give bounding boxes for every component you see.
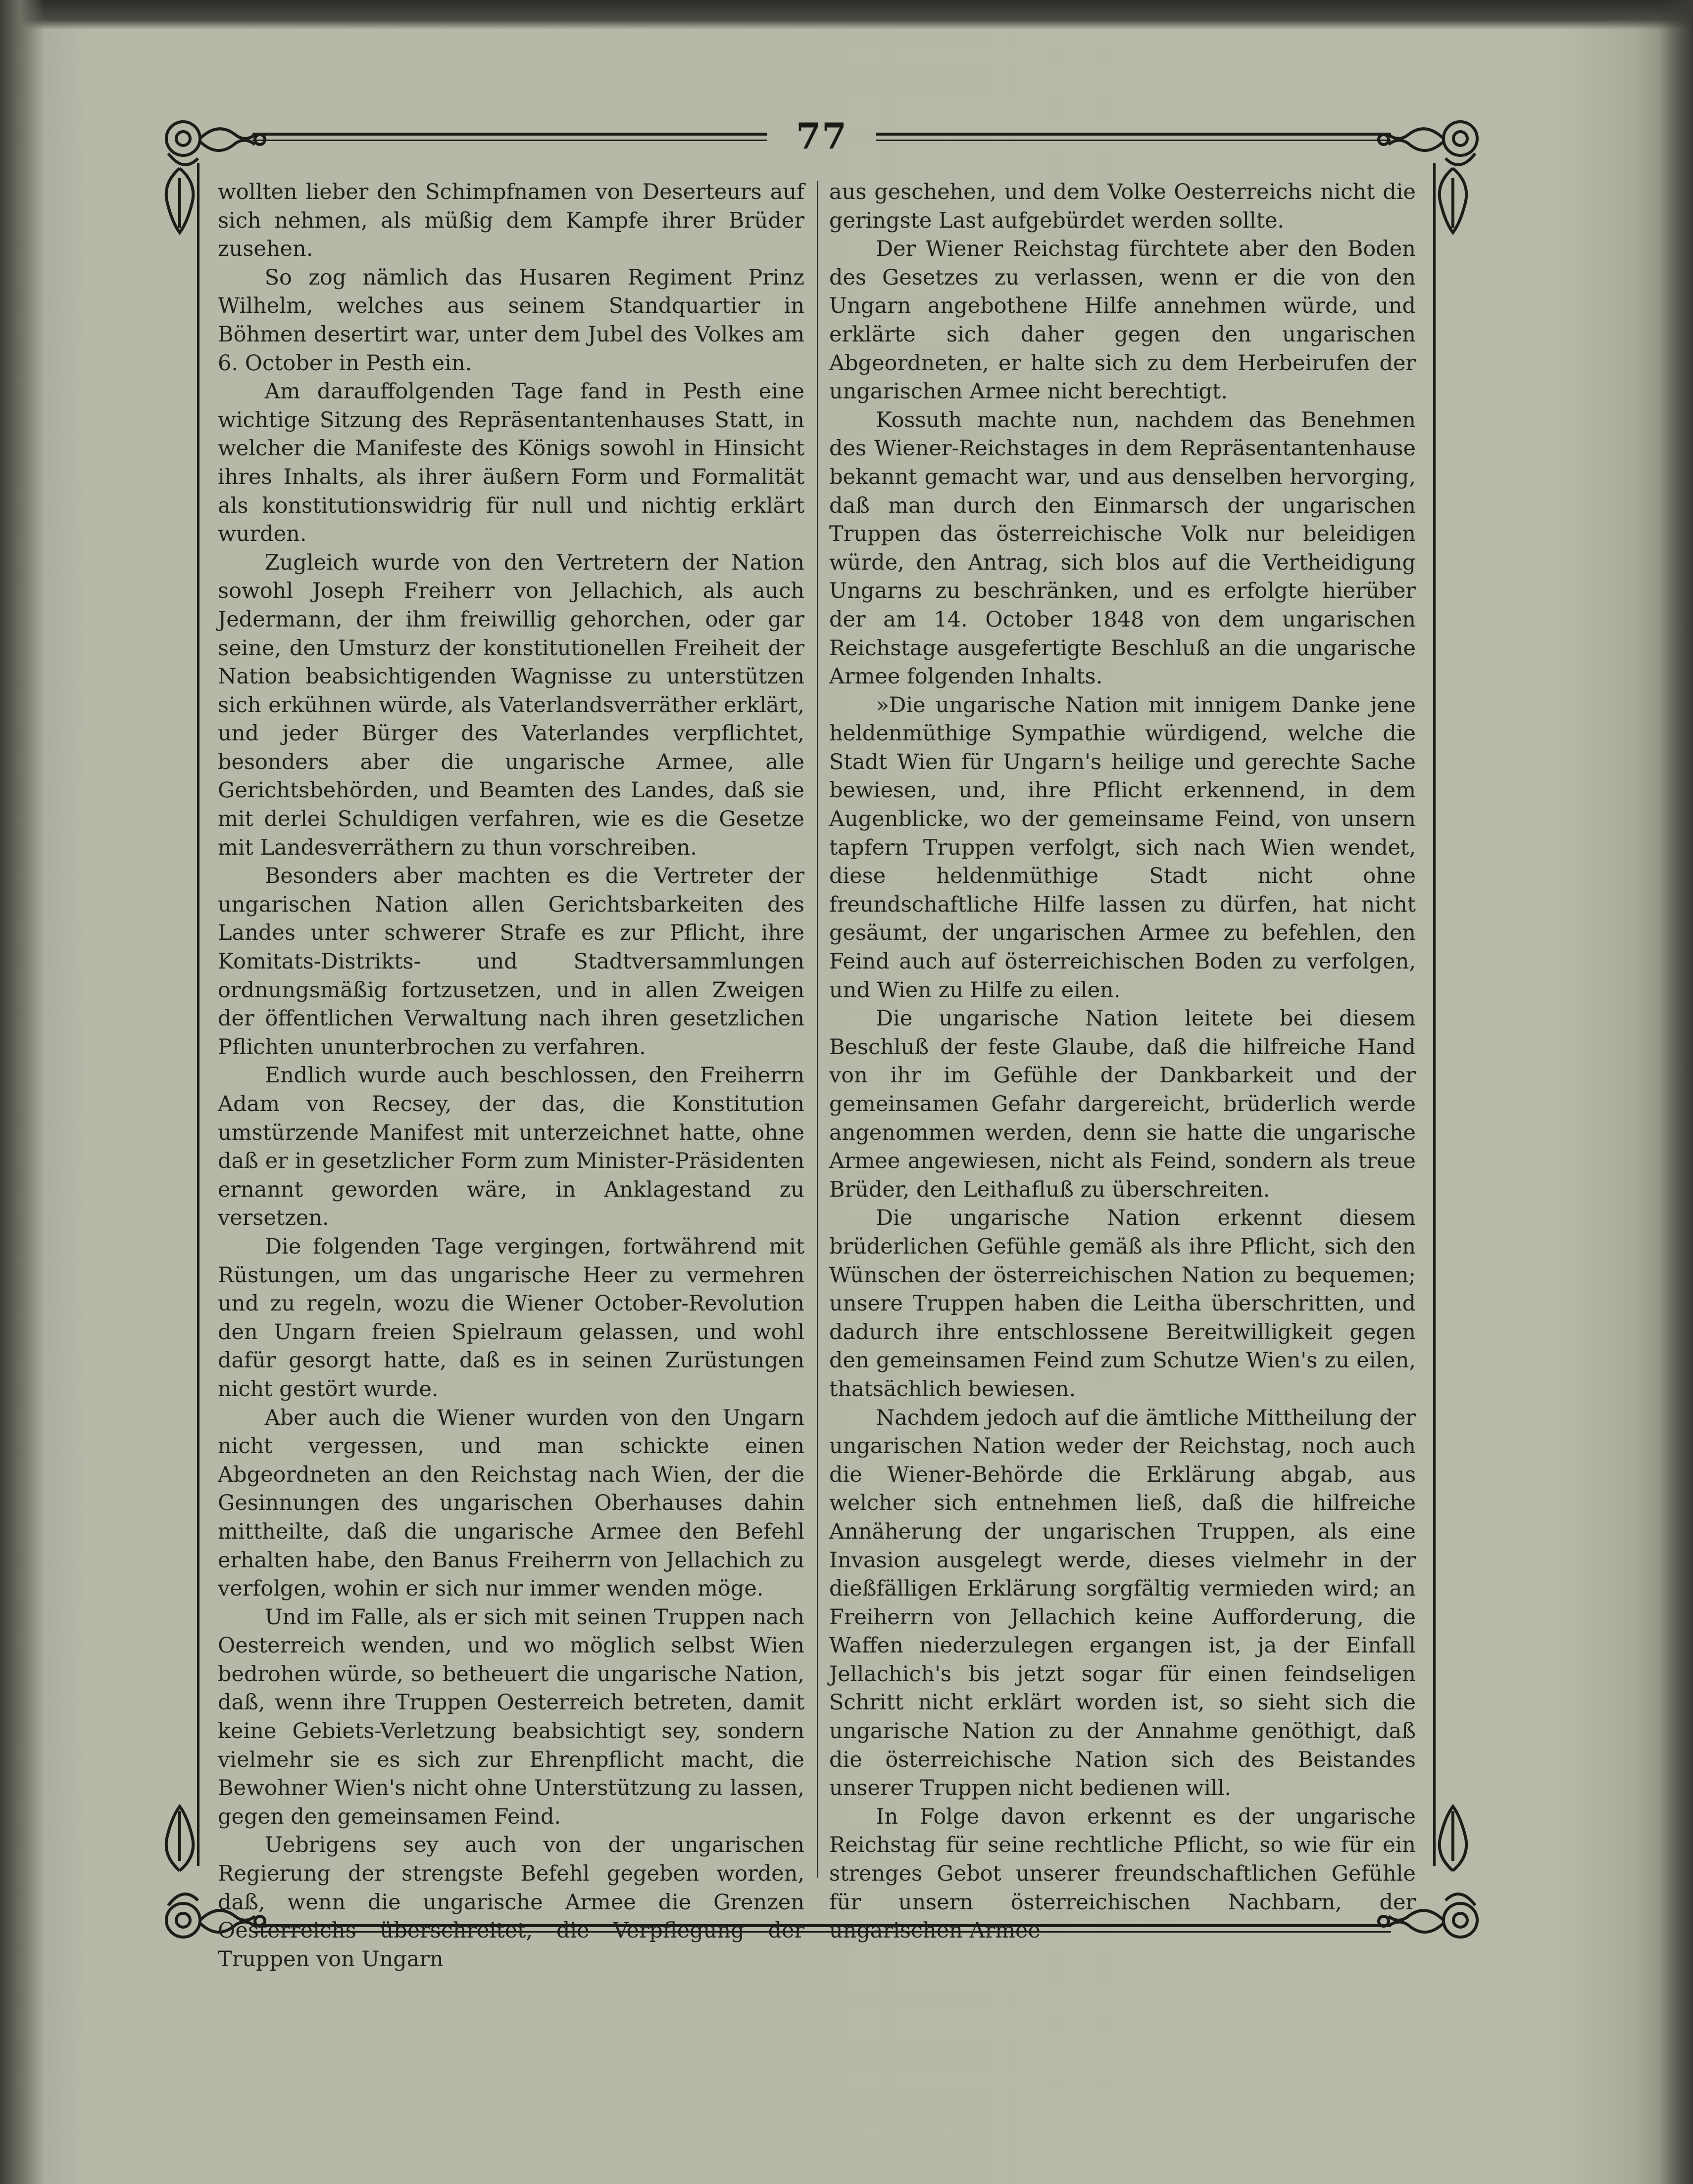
left-column <box>218 178 804 1974</box>
frame-left <box>197 163 199 1866</box>
column-divider <box>817 181 818 1878</box>
paragraph: Besonders aber machten es die Vertreter der ungarischen Nation allen Gerichtsbarkeiten des Landes unter schwerer Strafe es zur Pflicht, ihre Komitats-Distrikts- und Stadtversammlungen ordnungsmäßig fortzusetzen, und in allen Zweigen der öffentlichen Verwaltung nach ihren gesetzlichen Pflichten ununterbrochen zu verfahren. <box>218 864 804 1060</box>
paragraph: Nachdem jedoch auf die ämtliche Mittheilung der ungarischen Nation weder der Reichstag, noch auch die Wiener-Behörde die Erklärung abgab, aus welcher sich entnehmen ließ, daß die hilfreiche Annäherung der ungarischen Truppen, als eine Invasion ausgelegt werde, dieses vielmehr in der dießfälligen Erklärung sorgfältig vermieden wird; an Freiherrn von Jellachich keine Aufforderung, die Waffen niederzulegen ergangen ist, ja der Einfall Jellachich's bis jetzt sogar für einen feindseligen Schritt nicht erklärt worden ist, so sieht sich die ungarische Nation zu der Annahme genöthigt, daß die österreichische Nation sich des Beistandes unserer Truppen nicht bedienen will. <box>829 1405 1416 1801</box>
paragraph: Die ungarische Nation erkennt diesem brüderlichen Gefühle gemäß als ihre Pflicht, sich den Wünschen der österreichischen Nation zu bequemen; unsere Truppen haben die Leitha überschritten, und dadurch ihre entschlossene Bereitwilligkeit gegen den gemeinsamen Feind zum Schutze Wien's zu eilen, thatsächlich bewiesen. <box>829 1206 1416 1402</box>
paragraph: Zugleich wurde von den Vertretern der Nation sowohl Joseph Freiherr von Jellachich, als auch Jedermann, der ihm freiwillig gehorchen, oder gar seine, den Umsturz der konstitutionellen Freiheit der Nation beabsichtigenden Wagnisse zu unterstützen sich erkühnen würde, als Vaterlandsverräther erklärt, und jeder Bürger des Vaterlandes verpflichtet, besonders aber die ungarische Armee, alle Gerichtsbehörden, und Beamten des Landes, daß sie mit derlei Schuldigen verfahren, wie es die Gesetze mit Landesverräthern zu thun vorschreiben. <box>218 550 804 860</box>
lyre-ornament-icon <box>157 163 202 238</box>
frame-right <box>1433 163 1436 1866</box>
page-number: 77 <box>796 115 848 157</box>
paragraph: Und im Falle, als er sich mit seinen Truppen nach Oesterreich wenden, und wo möglich selbst Wien bedrohen würde, so betheuert die ungarische Nation, daß, wenn ihre Truppen Oesterreich betreten, damit keine Gebiets-Verletzung beabsichtigt sey, sondern vielmehr sie es sich zur Ehrenpflicht macht, die Bewohner Wien's nicht ohne Unterstützung zu lassen, gegen den gemeinsamen Feind. <box>218 1604 804 1829</box>
paragraph: Die ungarische Nation leitete bei diesem Beschluß der feste Glaube, daß die hilfreiche Hand von ihr im Gefühle der Dankbarkeit und der gemeinsamen Gefahr dargereicht, brüderlich werde angenommen werden, denn sie hatte die ungarische Armee angewiesen, nicht als Feind, sondern als treue Brüder, den Leithafluß zu überschreiten. <box>829 1006 1416 1202</box>
paragraph: wollten lieber den Schimpfnamen von Deserteurs auf sich nehmen, als müßig dem Kampfe ihrer Brüder zusehen. <box>218 180 804 262</box>
paragraph: Der Wiener Reichstag fürchtete aber den Boden des Gesetzes zu verlassen, wenn er die von den Ungarn angebothene Hilfe annehmen würde, und erklärte sich daher gegen den ungarischen Abgeordneten, er halte sich zu dem Herbeirufen der ungarischen Armee nicht berechtigt. <box>829 237 1416 404</box>
lyre-ornament-icon <box>1431 163 1475 238</box>
paragraph: »Die ungarische Nation mit innigem Danke jene heldenmüthige Sympathie würdigend, welche die Stadt Wien für Ungarn's heilige und gerechte Sache bewiesen, und, ihre Pflicht erkennend, in dem Augenblicke, wo der gemeinsame Feind, von unsern tapfern Truppen verfolgt, sich nach Wien wendet, diese heldenmüthige Stadt nicht ohne freundschaftliche Hilfe lassen zu dürfen, hat nicht gesäumt, der ungarischen Armee zu befehlen, den Feind auch auf österreichischen Boden zu verfolgen, und Wien zu Hilfe zu eilen. <box>829 692 1416 1003</box>
lyre-ornament-icon <box>157 1801 202 1876</box>
paragraph: Aber auch die Wiener wurden von den Ungarn nicht vergessen, und man schickte einen Abgeordneten an den Reichstag nach Wien, der die Gesinnungen des ungarischen Oberhauses dahin mittheilte, daß die ungarische Armee den Befehl erhalten habe, den Banus Freiherrn von Jellachich zu verfolgen, wohin er sich nur immer wenden möge. <box>218 1405 804 1602</box>
paragraph: Uebrigens sey auch von der ungarischen Regierung der strengste Befehl gegeben worden, daß, wenn die ungarische Armee die Grenzen Oesterreichs überschreitet, die Verpflegung der Truppen von Ungarn <box>218 1833 804 1972</box>
paragraph: So zog nämlich das Husaren Regiment Prinz Wilhelm, welches aus seinem Standquartier in Böhmen desertirt war, unter dem Jubel des Volkes am 6. October in Pesth ein. <box>218 265 804 376</box>
paragraph: Die folgenden Tage vergingen, fortwährend mit Rüstungen, um das ungarische Heer zu vermehren und zu regeln, wozu die Wiener October-Revolution den Ungarn freien Spielraum gelassen, und wohl dafür gesorgt hatte, daß es in seinen Zurüstungen nicht gestört wurde. <box>218 1234 804 1402</box>
paragraph: aus geschehen, und dem Volke Oesterreichs nicht die geringste Last aufgebürdet werden sollte. <box>829 180 1416 233</box>
paragraph: In Folge davon erkennt es der ungarische Reichstag für seine rechtliche Pflicht, so wie für ein strenges Gebot unserer freundschaftlichen Gefühle für unsern österreichischen Nachbarn, der ungarischen Armee <box>829 1804 1416 1943</box>
lyre-ornament-icon <box>1431 1801 1475 1876</box>
paragraph: Endlich wurde auch beschlossen, den Freiherrn Adam von Recsey, der das, die Konstitution umstürzende Manifest mit unterzeichnet hatte, ohne daß er in gesetzlicher Form zum Minister-Präsidenten ernannt geworden wäre, in Anklagestand zu versetzen. <box>218 1063 804 1231</box>
header-rule-right-thin <box>876 140 1391 141</box>
paragraph: Kossuth machte nun, nachdem das Benehmen des Wiener-Reichstages in dem Repräsentantenhause bekannt gemacht war, und aus denselben hervorging, daß man durch den Einmarsch der ungarischen Truppen das österreichische Volk nur beleidigen würde, den Antrag, sich blos auf die Vertheidigung Ungarns zu beschränken, und es erfolgte hierüber der am 14. October 1848 von dem ungarischen Reichstage ausgefertigte Beschluß an die ungarische Armee folgenden Inhalts. <box>829 407 1416 689</box>
page-shadow-left <box>0 0 45 2184</box>
header-rule-right <box>876 133 1391 136</box>
paragraph: Am darauffolgenden Tage fand in Pesth eine wichtige Sitzung des Repräsentantenhauses Statt, in welcher die Manifeste des Königs sowohl in Hinsicht ihres Inhalts, als ihrer äußern Form und Formalität als konstitutionswidrig für null und nichtig erklärt wurden. <box>218 379 804 547</box>
right-column <box>829 178 1416 1945</box>
header-rule-left <box>252 133 767 136</box>
header-rule-left-thin <box>252 140 767 141</box>
page-shadow-right <box>1658 0 1693 2184</box>
page-shadow-top <box>0 0 1693 30</box>
